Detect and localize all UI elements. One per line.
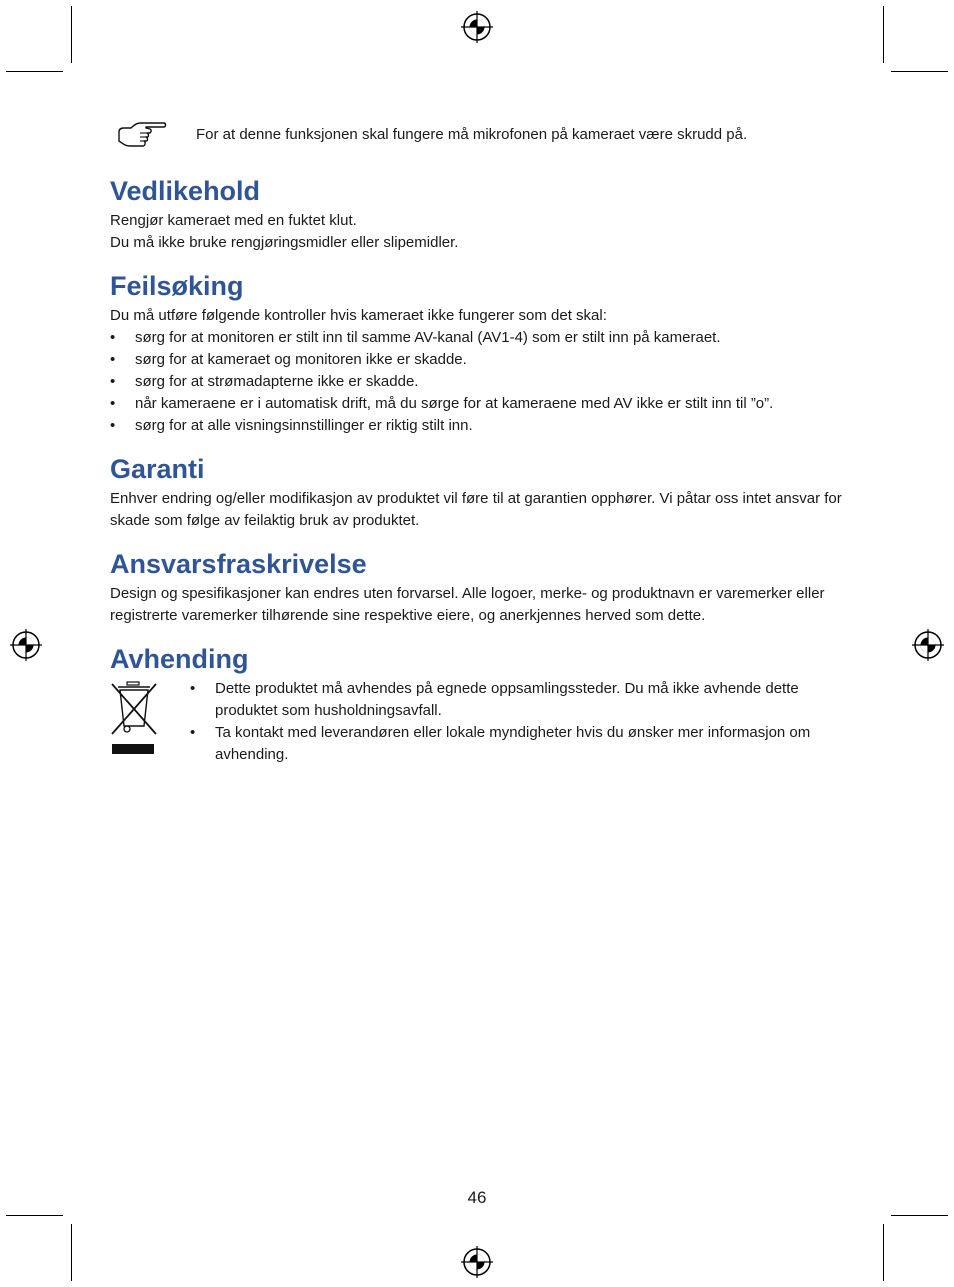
list-item: • sørg for at alle visningsinnstillinger er riktig stilt inn. (110, 415, 845, 437)
note (110, 118, 850, 152)
list-item: • Dette produktet må avhendes på egnede oppsamlingssteder. Du må ikke avhende dette produktet som husholdningsavfall. (190, 678, 845, 722)
list-item: • sørg for at kameraet og monitoren ikke er skadde. (110, 349, 845, 371)
registration-mark-icon (912, 629, 944, 661)
paragraph: Du må ikke bruke rengjøringsmidler eller slipemidler. (110, 234, 459, 251)
pointing-hand-icon (116, 120, 168, 150)
list-item: • Ta kontakt med leverandøren eller lokale myndigheter hvis du ønsker mer informasjon om avhending. (190, 722, 845, 766)
section-heading: Feilsøking (110, 271, 244, 301)
crop-mark (883, 6, 884, 63)
paragraph: Rengjør kameraet med en fuktet klut. (110, 212, 357, 229)
section-garanti (110, 450, 845, 532)
crop-mark (71, 1224, 72, 1281)
list-item: • sørg for at strømadapterne ikke er skadde. (110, 371, 845, 393)
note-text: For at denne funksjonen skal fungere må mikrofonen på kameraet være skrudd på. (196, 126, 748, 143)
section-heading: Avhending (110, 644, 249, 674)
crop-mark (6, 1215, 63, 1216)
registration-mark-icon (10, 629, 42, 661)
section-vedlikehold (110, 172, 845, 254)
paragraph: Enhver endring og/eller modifikasjon av produktet vil føre til at garantien opphører. Vi påtar oss intet ansvar for skade som følge av feilaktig bruk av produktet. (110, 490, 842, 529)
disposal-block (110, 678, 845, 768)
crop-mark (883, 1224, 884, 1281)
list-item: • når kameraene er i automatisk drift, må du sørge for at kameraene med AV ikke er stilt inn til ”ο”. (110, 393, 845, 415)
registration-mark-icon (461, 11, 493, 43)
section-feilsoking (110, 267, 845, 437)
section-heading: Vedlikehold (110, 176, 261, 206)
crop-mark (6, 71, 63, 72)
section-ansvarsfraskrivelse (110, 545, 845, 627)
section-heading: Garanti (110, 454, 205, 484)
registration-mark-icon (461, 1246, 493, 1278)
crossed-out-wheelie-bin-icon (110, 680, 158, 754)
crop-mark (891, 1215, 948, 1216)
paragraph: Du må utføre følgende kontroller hvis kameraet ikke fungerer som det skal: (110, 307, 607, 324)
document-body (110, 172, 845, 781)
bullet-list (190, 678, 845, 766)
crop-mark (891, 71, 948, 72)
section-avhending (110, 640, 845, 768)
bullet-list (110, 327, 845, 437)
section-heading: Ansvarsfraskrivelse (110, 549, 367, 579)
list-item: • sørg for at monitoren er stilt inn til samme AV-kanal (AV1-4) som er stilt inn på kameraet. (110, 327, 845, 349)
crop-mark (71, 6, 72, 63)
page-number: 46 (467, 1188, 487, 1207)
paragraph: Design og spesifikasjoner kan endres uten forvarsel. Alle logoer, merke- og produktnavn er varemerker eller registrerte varemerker tilhørende sine respektive eiere, og anerkjennes herved som dette. (110, 585, 825, 624)
